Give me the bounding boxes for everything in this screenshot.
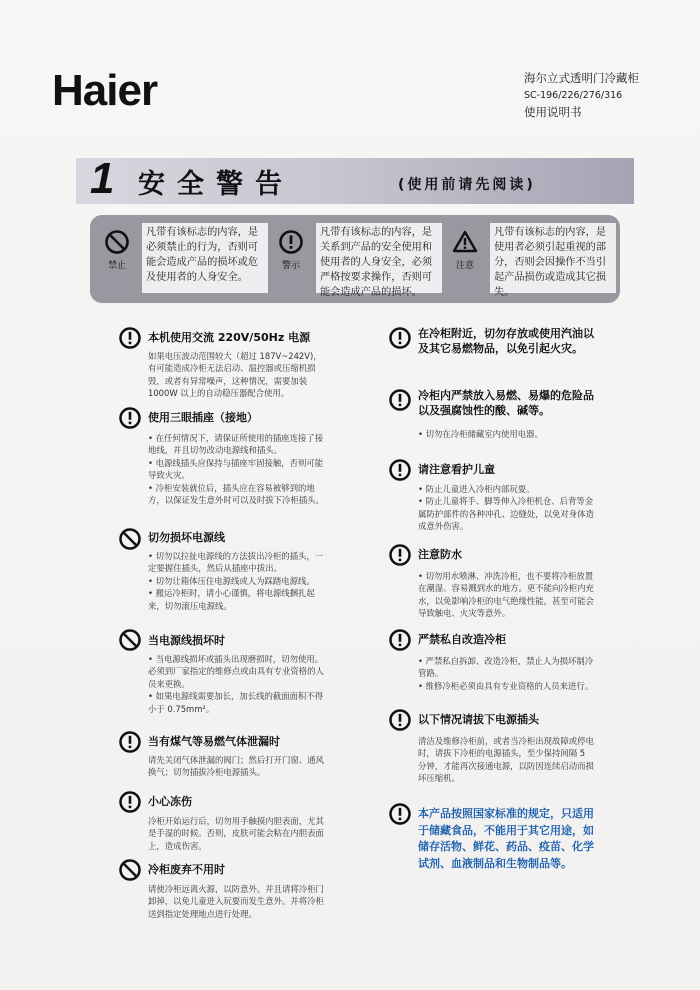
item-heading: 切勿损坏电源线 — [148, 531, 225, 544]
item-heading: 请注意看护儿童 — [418, 463, 495, 476]
exclamation-circle-icon — [118, 406, 142, 430]
exclamation-circle-icon — [118, 326, 142, 350]
item-heading: 使用三眼插座（接地） — [148, 411, 258, 424]
exclamation-circle-icon — [388, 802, 412, 826]
item-heading: 注意防水 — [418, 548, 462, 561]
exclamation-circle-icon — [388, 458, 412, 482]
item-body: 冷柜开始运行后，切勿用手触摸内胆表面，尤其是手湿的时候。否则，皮肤可能会粘在内胆表面上，造成伤害。 — [148, 816, 324, 851]
item-body: • 防止儿童进入冷柜内部玩耍。 • 防止儿童将手、脚等伸入冷柜机仓、后背等金属防护部件的各种冲孔、边缝处，以免对身体造成意外伤害。 — [418, 484, 594, 532]
item-heading: 冷柜内严禁放入易燃、易爆的危险品以及强腐蚀性的酸、碱等。 — [418, 389, 594, 417]
item-body: 如果电压波动范围较大（超过 187V~242V)，有可能造成冷柜无法启动、温控器或压缩机损毁，或者有异常噪声，这种情况，需要加装 1000W 以上的自动稳压器配合使用。 — [148, 351, 322, 399]
legend-text: 凡带有该标志的内容，是使用者必须引起重视的部分，否则会因操作不当引起产品损伤或造成其它损失。 — [490, 223, 616, 293]
legend-caution — [270, 221, 446, 297]
document-type: 使用说明书 — [524, 105, 582, 119]
item-heading: 在冷柜附近，切勿存放或使用汽油以及其它易燃物品，以免引起火灾。 — [418, 327, 594, 355]
legend-prohibited — [96, 221, 272, 297]
prohibited-icon — [118, 527, 142, 551]
item-body: • 当电源线损坏或插头出现磨损时，切勿使用。必须到厂家指定的维修点或由具有专业资格的人员来更换。 • 如果电源线需要加长，加长线的截面面积不得小于 0.75mm²。 — [148, 654, 324, 714]
exclamation-circle-icon — [388, 326, 412, 350]
exclamation-circle-icon — [388, 708, 412, 732]
document-header — [524, 70, 639, 121]
item-body: 请先关闭气体泄漏的阀门；然后打开门窗、通风换气；切勿插拔冷柜电源插头。 — [148, 755, 324, 778]
legend-attention — [444, 221, 620, 297]
section-number: 1 — [90, 154, 115, 203]
section-title-bar — [76, 154, 634, 204]
warning-legend — [90, 215, 620, 303]
model-number: SC-196/226/276/316 — [524, 90, 623, 101]
exclamation-circle-icon — [118, 790, 142, 814]
section-subtitle: (使用前请先阅读) — [398, 177, 536, 193]
item-body: • 切勿用水喷淋、冲洗冷柜，也不要将冷柜放置在潮湿、容易溅到水的地方。更不能向冷柜内充水，以免影响冷柜的电气绝缘性能，甚至可能会导致触电、火灾等意外。 — [418, 571, 594, 619]
item-body: • 严禁私自拆卸、改造冷柜，禁止人为损坏制冷管路。 • 维修冷柜必须由具有专业资格的人员来进行。 — [418, 656, 594, 691]
item-body: 清洁及维修冷柜前，或者当冷柜出现故障或停电时，请拔下冷柜的电源插头，至少保持间隔 5 分钟，才能再次接通电源，以防因连续启动而损坏压缩机。 — [418, 736, 594, 784]
exclamation-circle-icon — [388, 628, 412, 652]
item-heading: 冷柜废弃不用时 — [148, 863, 225, 876]
item-heading: 本机使用交流 220V/50Hz 电源 — [148, 331, 311, 344]
item-heading: 以下情况请拔下电源插头 — [418, 713, 539, 726]
section-title: 安全警告 — [138, 169, 294, 200]
item-heading: 当有煤气等易燃气体泄漏时 — [148, 735, 280, 748]
exclamation-circle-icon — [278, 229, 304, 255]
item-heading: 当电源线损坏时 — [148, 634, 225, 647]
item-heading: 小心冻伤 — [148, 795, 192, 808]
legend-label: 警示 — [281, 261, 300, 271]
item-body: 请使冷柜远离火源，以防意外。并且请将冷柜门卸掉，以免儿童进入玩耍而发生意外。并将冷柜送到指定处理地点进行处理。 — [148, 884, 324, 919]
prohibited-icon — [118, 858, 142, 882]
item-body: • 切勿以拉扯电源线的方法拔出冷柜的插头，一定要握住插头，然后从插座中拔出。 • 切勿让箱体压住电源线或人为踩踏电源线。 • 搬运冷柜时，请小心谨慎，将电源线捆扎起来，切勿滚压电源线。 — [148, 551, 324, 611]
exclamation-circle-icon — [388, 543, 412, 567]
exclamation-circle-icon — [388, 388, 412, 412]
prohibited-icon — [104, 229, 130, 255]
legend-text: 凡带有该标志的内容，是关系到产品的安全使用和使用者的人身安全，必须严格按要求操作，否则可能会造成产品的损坏。 — [316, 223, 442, 293]
item-heading: 严禁私自改造冷柜 — [418, 633, 506, 646]
exclamation-circle-icon — [118, 730, 142, 754]
legend-label: 注意 — [455, 261, 474, 271]
product-name: 海尔立式透明门冷藏柜 — [524, 71, 639, 85]
legend-label: 禁止 — [107, 261, 126, 271]
haier-logo: Haier — [52, 66, 158, 115]
item-body: • 在任何情况下，请保证所使用的插座连接了接地线，并且切勿改动电源线和插头。 • 电源线插头应保持与插座牢固接触，否则可能导致火灾。 • 冷柜安装就位后，插头应在容易被够到的地方，以保证发生意外时可以及时拔下冷柜插头。 — [148, 433, 324, 506]
warning-triangle-icon — [452, 229, 478, 255]
prohibited-icon — [118, 628, 142, 652]
legend-text: 凡带有该标志的内容，是必须禁止的行为，否则可能会造成产品的损坏或危及使用者的人身安全。 — [142, 223, 268, 293]
item-body: • 切勿在冷柜储藏室内使用电器。 — [418, 429, 543, 439]
item-heading: 本产品按照国家标准的规定，只适用于储藏食品，不能用于其它用途，如储存活物、鲜花、药品、疫苗、化学试剂、血液制品和生物制品等。 — [418, 807, 594, 870]
